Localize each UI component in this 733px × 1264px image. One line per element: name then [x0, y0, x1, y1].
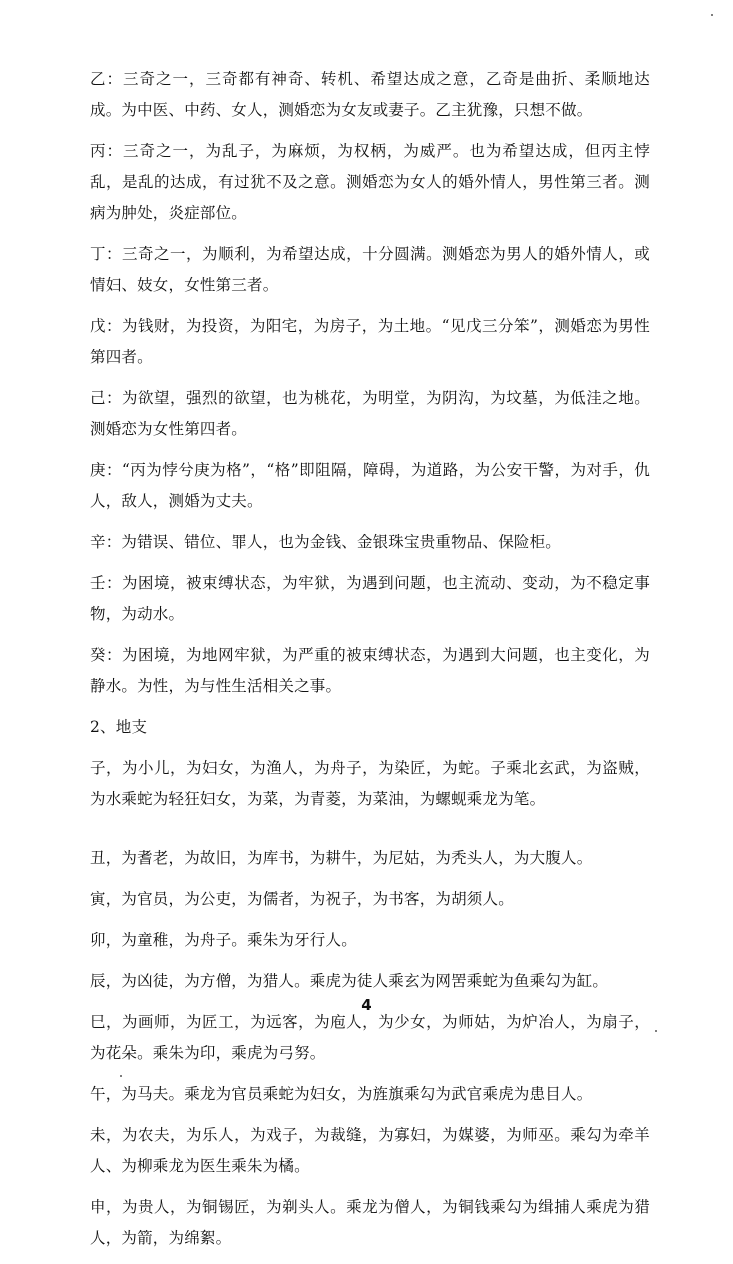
paragraph-ding: 丁：三奇之一，为顺利，为希望达成，十分圆满。测婚恋为男人的婚外情人，或情妇、妓女，女性第三者。	[90, 245, 650, 294]
paragraph-wu-branch: 午，为马夫。乘龙为官员乘蛇为妇女，为旌旗乘勾为武官乘虎为患目人。	[90, 1085, 593, 1103]
paragraph-gui: 癸：为困境，为地网牢狱，为严重的被束缚状态，为遇到大问题，也主变化，为静水。为性，为与性生活相关之事。	[90, 646, 650, 695]
paragraph-mao: 卯，为童稚，为舟子。乘朱为牙行人。	[90, 931, 357, 949]
section-heading-dizhi: 2、地支	[90, 718, 148, 736]
paragraph-wu: 戊：为钱财，为投资，为阳宅，为房子，为土地。“见戊三分笨”，测婚恋为男性第四者。	[90, 317, 650, 366]
scan-speck	[655, 1030, 657, 1032]
page-body	[90, 64, 650, 1264]
paragraph-zi: 子，为小儿，为妇女，为渔人，为舟子，为染匠，为蛇。子乘北玄武，为盗贼，为水乘蛇为轻狂妇女，为菜，为青菱，为菜油，为螺蚬乘龙为笔。	[90, 759, 650, 808]
scan-speck	[711, 14, 713, 16]
page-number: 4	[361, 996, 372, 1014]
paragraph-yi: 乙：三奇之一，三奇都有神奇、转机、希望达成之意，乙奇是曲折、柔顺地达成。为中医、中药、女人，测婚恋为女友或妻子。乙主犹豫，只想不做。	[90, 70, 650, 119]
paragraph-geng: 庚：“丙为悖兮庚为格”，“格”即阻隔，障碍，为道路，为公安干警，为对手，仇人，敌人，测婚为丈夫。	[90, 461, 650, 510]
paragraph-chou: 丑，为耆老，为故旧，为库书，为耕牛，为尼姑，为秃头人，为大腹人。	[90, 849, 593, 867]
paragraph-wei: 未，为农夫，为乐人，为戏子，为裁缝，为寡妇，为媒婆，为师巫。乘勾为牵羊人、为柳乘龙为医生乘朱为橘。	[90, 1126, 650, 1175]
paragraph-ren: 壬：为困境，被束缚状态，为牢狱，为遇到问题，也主流动、变动，为不稳定事物，为动水。	[90, 574, 650, 623]
paragraph-chen: 辰，为凶徒，为方僧，为猎人。乘虎为徒人乘玄为网罟乘蛇为鱼乘勾为缸。	[90, 972, 609, 990]
paragraph-si: 巳，为画师，为匠工，为远客，为庖人，为少女，为师姑，为炉冶人，为扇子，为花朵。乘朱为印，乘虎为弓努。	[90, 1013, 650, 1062]
paragraph-yin: 寅，为官员，为公吏，为儒者，为祝子，为书客，为胡须人。	[90, 890, 514, 908]
paragraph-bing: 丙：三奇之一，为乱子，为麻烦，为权柄，为威严。也为希望达成，但丙主悖乱，是乱的达成，有过犹不及之意。测婚恋为女人的婚外情人，男性第三者。测病为肿处，炎症部位。	[90, 142, 650, 222]
paragraph-ji: 己：为欲望，强烈的欲望，也为桃花，为明堂，为阴沟，为坟墓，为低洼之地。测婚恋为女性第四者。	[90, 389, 650, 438]
paragraph-shen: 申，为贵人，为铜锡匠，为剃头人。乘龙为僧人，为铜钱乘勾为缉捕人乘虎为猎人，为箭，为绵絮。	[90, 1198, 650, 1247]
scan-speck	[120, 1075, 122, 1077]
paragraph-xin: 辛：为错误、错位、罪人，也为金钱、金银珠宝贵重物品、保险柜。	[90, 533, 562, 551]
